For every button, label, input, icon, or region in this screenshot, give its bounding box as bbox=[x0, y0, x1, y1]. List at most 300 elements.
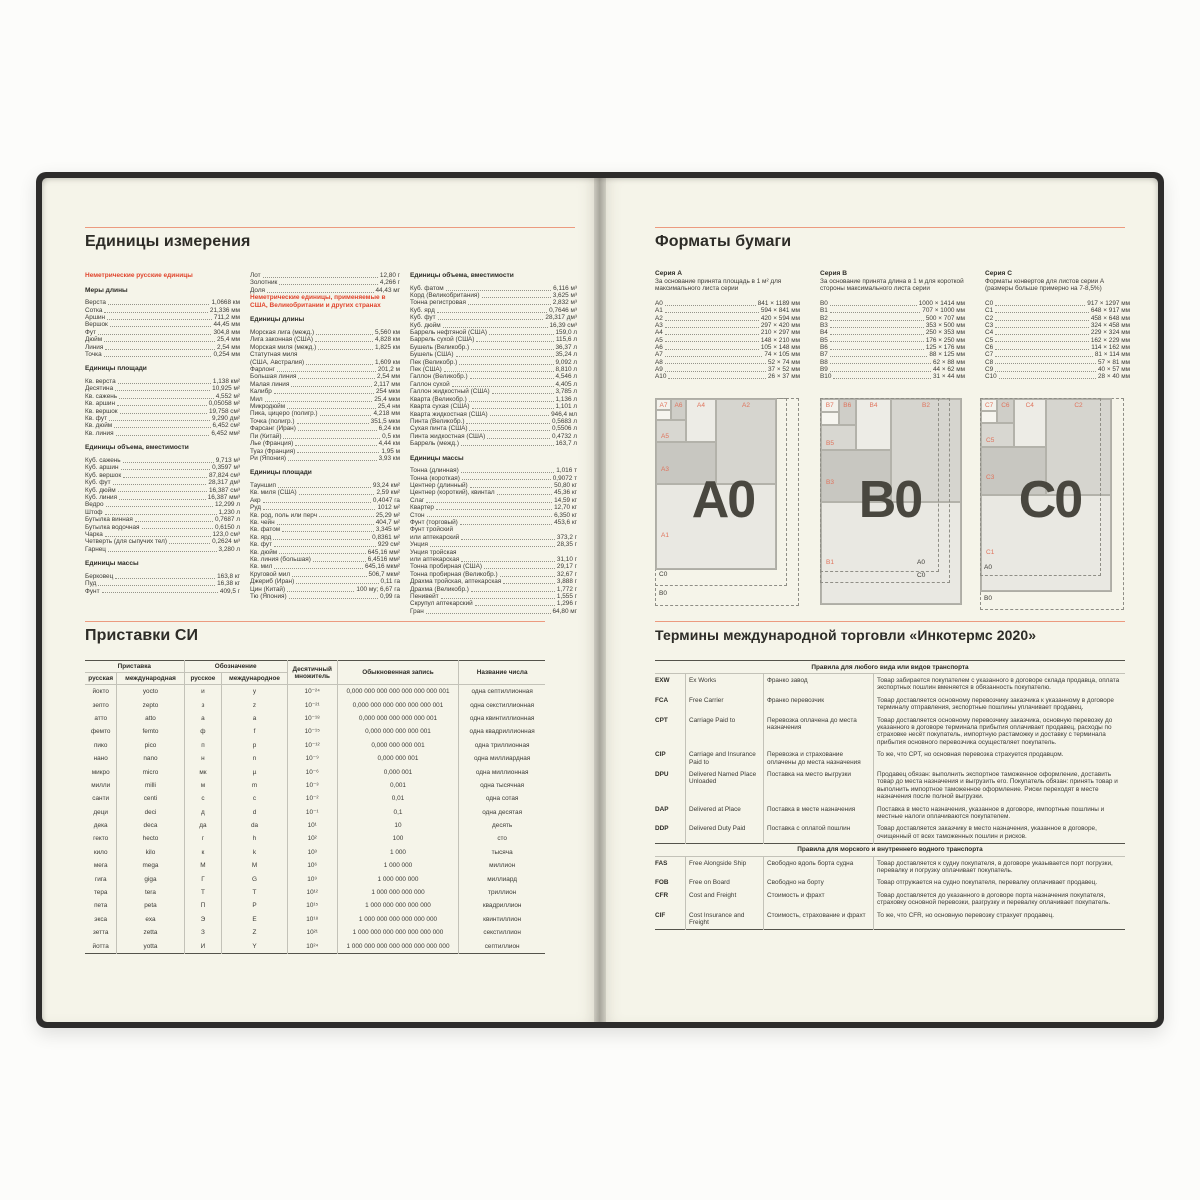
unit-value: 6,4516 мм² bbox=[367, 555, 400, 563]
unit-item bbox=[410, 512, 577, 519]
si-row bbox=[85, 725, 545, 738]
incoterms-row bbox=[655, 857, 1125, 877]
unit-item bbox=[410, 388, 577, 395]
dotted-leader bbox=[459, 364, 553, 365]
dotted-leader bbox=[830, 341, 924, 342]
dotted-leader bbox=[115, 390, 210, 391]
si-cell: milli bbox=[117, 779, 184, 792]
unit-name: Пи (Китай) bbox=[250, 432, 282, 440]
unit-value: 32,67 г bbox=[556, 570, 577, 578]
unit-name: Куб. аршин bbox=[85, 464, 119, 472]
dotted-leader bbox=[282, 531, 374, 532]
unit-item bbox=[410, 497, 577, 504]
unit-item bbox=[85, 422, 240, 429]
unit-name: Кв. верста bbox=[85, 378, 116, 386]
paper-size-code: A4 bbox=[655, 329, 663, 337]
unit-value: 453,6 кг bbox=[554, 518, 577, 526]
unit-item bbox=[410, 351, 577, 358]
unit-value: 409,5 г bbox=[219, 587, 240, 595]
unit-value: 16,387 см³ bbox=[208, 486, 240, 494]
unit-item bbox=[85, 321, 240, 328]
si-cell: 10⁻¹⁵ bbox=[287, 725, 337, 738]
paper-size-item bbox=[820, 337, 965, 344]
unit-value: 6,116 м³ bbox=[553, 284, 577, 292]
dotted-leader bbox=[995, 349, 1089, 350]
units-group-heading: Меры длины bbox=[85, 286, 128, 294]
unit-item: Фунт тройский bbox=[410, 526, 454, 534]
unit-item bbox=[250, 336, 400, 343]
unit-value: 0,254 мм bbox=[213, 351, 240, 359]
incoterm-code: DAP bbox=[655, 805, 669, 813]
unit-item bbox=[85, 351, 240, 358]
paper-size-item bbox=[985, 315, 1130, 322]
dotted-leader bbox=[995, 363, 1096, 364]
si-subcol-rus_s: русское bbox=[184, 673, 222, 685]
dotted-leader bbox=[267, 292, 373, 293]
unit-name: Фарлонг bbox=[250, 366, 275, 374]
unit-name: или аптекарская bbox=[410, 556, 460, 563]
incoterm-code: CIP bbox=[655, 751, 666, 759]
dotted-leader bbox=[169, 543, 210, 544]
subdivision-cell bbox=[656, 410, 671, 421]
unit-name: Фунт (торговый) bbox=[410, 518, 458, 526]
paper-size-value: 74 × 105 мм bbox=[764, 351, 800, 359]
unit-value: 0,4047 га bbox=[372, 496, 400, 504]
unit-value: 1,230 л bbox=[218, 508, 240, 516]
incoterm-name-ru: Свободно вдоль борта судна bbox=[764, 857, 874, 877]
unit-value: 2,117 мм bbox=[373, 380, 400, 388]
unit-name: Унция bbox=[410, 541, 428, 549]
unit-value: 4,44 км bbox=[378, 440, 400, 448]
paper-size-item bbox=[655, 351, 800, 358]
units-group-heading: Единицы площади bbox=[85, 365, 147, 373]
si-cell: 1 000 000 000 000 000 bbox=[337, 899, 459, 912]
unit-name: Кв. линия (большая) bbox=[250, 555, 311, 563]
dotted-leader bbox=[274, 546, 376, 547]
si-cell: кило bbox=[93, 848, 108, 856]
dotted-leader bbox=[490, 415, 549, 416]
unit-value: 4,546 л bbox=[555, 373, 577, 381]
unit-item bbox=[250, 578, 400, 585]
paper-size-value: 114 × 162 мм bbox=[1091, 343, 1130, 351]
si-cell: 10⁹ bbox=[287, 872, 337, 885]
si-cell: П bbox=[184, 899, 222, 912]
si-cell: микро bbox=[91, 768, 110, 776]
dotted-leader bbox=[287, 591, 354, 592]
dotted-leader bbox=[318, 349, 373, 350]
dotted-leader bbox=[108, 304, 210, 305]
si-cell: одна триллионная bbox=[459, 739, 545, 752]
si-cell: c bbox=[222, 792, 287, 805]
dotted-leader bbox=[298, 430, 377, 431]
unit-item bbox=[250, 381, 400, 388]
unit-name: Кв. дюйм bbox=[85, 422, 113, 430]
unit-value: 25,4 нм bbox=[377, 403, 400, 411]
unit-item bbox=[85, 588, 240, 595]
paper-size-item bbox=[820, 366, 965, 373]
incoterm-description: Товар доставляется заказчику в место назначения, указанное в договоре, очищенный от всех таможенных пошлин и рисков. bbox=[874, 823, 1126, 843]
paper-size-value: 250 × 353 мм bbox=[925, 329, 965, 337]
unit-name: Фунт bbox=[85, 587, 100, 595]
unit-item bbox=[250, 287, 400, 294]
paper-size-value: 57 × 81 мм bbox=[1097, 358, 1130, 366]
incoterms-body bbox=[655, 661, 1125, 930]
incoterm-code: FCA bbox=[655, 696, 669, 704]
unit-name: Малая линия bbox=[250, 380, 290, 388]
si-header-row bbox=[85, 661, 545, 673]
paper-size-value: 297 × 420 мм bbox=[760, 322, 800, 330]
unit-item bbox=[250, 396, 400, 403]
units-group-heading: Единицы длины bbox=[250, 316, 305, 324]
unit-name: Кв. мил bbox=[250, 563, 273, 571]
paper-size-value: 162 × 229 мм bbox=[1090, 336, 1130, 344]
unit-value: 373,2 г bbox=[556, 533, 577, 541]
unit-item bbox=[250, 482, 400, 489]
si-subcol-intl: международная bbox=[117, 673, 184, 685]
si-cell: 1 000 000 000 000 000 000 000 bbox=[337, 926, 459, 939]
unit-name: Морская лига (межд.) bbox=[250, 329, 315, 336]
incoterm-name-ru: Поставка с оплатой пошлин bbox=[764, 823, 874, 843]
unit-value: 2,832 м³ bbox=[552, 299, 577, 307]
paper-size-code: A3 bbox=[655, 322, 663, 330]
dotted-leader bbox=[461, 472, 555, 473]
paper-size-value: 81 × 114 мм bbox=[1094, 351, 1130, 359]
si-cell: 1 000 bbox=[337, 846, 459, 859]
paper-size-item bbox=[655, 329, 800, 336]
paper-size-item bbox=[985, 373, 1130, 380]
incoterm-description: То же, что CFR, но основную перевозку страхует продавец. bbox=[874, 909, 1126, 929]
si-row bbox=[85, 846, 545, 859]
si-cell: деци bbox=[93, 808, 108, 816]
dotted-leader bbox=[468, 304, 551, 305]
dotted-leader bbox=[995, 320, 1089, 321]
unit-name: Пек (США) bbox=[410, 366, 442, 374]
incoterm-name-en: Delivered Duty Paid bbox=[686, 823, 764, 843]
unit-name: Пек (Великобр.) bbox=[410, 358, 458, 366]
si-cell: k bbox=[222, 846, 287, 859]
unit-name: Верста bbox=[85, 299, 106, 307]
si-cell: Т bbox=[184, 886, 222, 899]
dotted-leader bbox=[319, 516, 374, 517]
incoterms-row bbox=[655, 803, 1125, 823]
dotted-leader bbox=[484, 568, 555, 569]
unit-value: 2,59 км² bbox=[376, 489, 400, 497]
dotted-leader bbox=[104, 341, 215, 342]
unit-name: Баррель (межд.) bbox=[410, 440, 459, 448]
si-cell: пико bbox=[93, 741, 108, 749]
unit-name: Бушель (США) bbox=[410, 351, 454, 359]
accent-rule bbox=[85, 621, 545, 622]
format-label: B4 bbox=[869, 402, 878, 409]
unit-name: Линия bbox=[85, 343, 104, 351]
unit-item bbox=[410, 563, 577, 570]
section-title-units: Единицы измерения bbox=[85, 233, 251, 250]
dotted-leader bbox=[471, 349, 553, 350]
incoterm-description: Поставка в место назначения, указанное в договоре, импортные пошлины и местные налоги оплачиваются покупателем. bbox=[874, 803, 1126, 823]
si-row bbox=[85, 752, 545, 765]
si-cell: ф bbox=[184, 725, 222, 738]
paper-size-value: 37 × 52 мм bbox=[767, 365, 800, 373]
unit-value: 44,45 мм bbox=[213, 321, 240, 329]
unit-value: 254 мкм bbox=[375, 388, 400, 396]
dotted-leader bbox=[830, 320, 924, 321]
si-cell: h bbox=[222, 832, 287, 845]
si-cell: одна тысячная bbox=[459, 779, 545, 792]
unit-item bbox=[250, 373, 400, 380]
unit-name: Четверть (для сыпучих тел) bbox=[85, 538, 168, 546]
si-cell: 0,01 bbox=[337, 792, 459, 805]
unit-item bbox=[250, 418, 400, 425]
si-cell: nano bbox=[117, 752, 184, 765]
format-label: A6 bbox=[674, 402, 683, 409]
dotted-leader bbox=[263, 277, 378, 278]
unit-value: 8,810 л bbox=[555, 366, 577, 374]
si-cell: 10¹² bbox=[287, 886, 337, 899]
si-cell: micro bbox=[117, 765, 184, 778]
format-label: C7 bbox=[984, 402, 994, 409]
unit-name: Бутылка водочная bbox=[85, 523, 140, 531]
paper-size-code: A10 bbox=[655, 373, 667, 381]
dotted-leader bbox=[299, 494, 375, 495]
format-label: B3 bbox=[826, 479, 834, 487]
unit-item bbox=[250, 279, 400, 286]
paper-size-item bbox=[820, 300, 965, 307]
dotted-leader bbox=[830, 363, 931, 364]
unit-name: Баррель нефтяной (США) bbox=[410, 329, 488, 337]
dotted-leader bbox=[668, 378, 766, 379]
unit-name: Цин (Китай) bbox=[250, 585, 286, 593]
si-col-oboznachenie: Обозначение bbox=[184, 661, 287, 673]
si-cell: одна квадриллионная bbox=[459, 725, 545, 738]
unit-name: Сотка bbox=[85, 306, 103, 314]
unit-item bbox=[250, 563, 400, 570]
si-cell: секстиллион bbox=[459, 926, 545, 939]
unit-item bbox=[410, 373, 577, 380]
unit-item bbox=[410, 467, 577, 474]
unit-value: 115,6 л bbox=[555, 336, 577, 344]
unit-value: 201,2 м bbox=[377, 366, 400, 374]
unit-value: 1,0668 км bbox=[211, 299, 240, 307]
si-cell: гекто bbox=[93, 835, 109, 843]
unit-value: 28,35 г bbox=[556, 541, 577, 549]
si-cell: 0,000 000 000 000 000 001 bbox=[337, 712, 459, 725]
unit-item bbox=[85, 329, 240, 336]
unit-item bbox=[85, 472, 240, 479]
unit-name: Фарсанг (Иран) bbox=[250, 425, 296, 433]
unit-value: 1,016 т bbox=[556, 467, 577, 475]
unit-name: Гарнец bbox=[85, 545, 106, 553]
unit-item bbox=[250, 512, 400, 519]
incoterm-code: DDP bbox=[655, 825, 669, 833]
paper-size-code: B6 bbox=[820, 343, 828, 351]
dotted-leader bbox=[456, 356, 554, 357]
si-cell: exa bbox=[117, 913, 184, 926]
unit-name: Тонна (короткая) bbox=[410, 474, 460, 482]
si-cell: 0,000 000 001 bbox=[337, 752, 459, 765]
dotted-leader bbox=[830, 349, 924, 350]
unit-item bbox=[85, 531, 240, 538]
dotted-leader bbox=[469, 430, 549, 431]
incoterm-code: CPT bbox=[655, 716, 668, 724]
si-cell: одна десятая bbox=[459, 806, 545, 819]
incoterms-row bbox=[655, 889, 1125, 909]
paper-size-code: C6 bbox=[985, 343, 994, 351]
format-label: C5 bbox=[986, 437, 995, 445]
si-cell: hecto bbox=[117, 832, 184, 845]
si-cell: дека bbox=[93, 822, 108, 830]
unit-name: Пика, цицеро (полигр.) bbox=[250, 410, 318, 418]
dotted-leader bbox=[830, 334, 924, 335]
paper-size-value: 44 × 62 мм bbox=[932, 365, 965, 373]
unit-name: Тонна пробирная (США) bbox=[410, 563, 483, 571]
unit-value: 1012 м² bbox=[377, 504, 400, 512]
dotted-leader bbox=[123, 477, 207, 478]
paper-size-value: 40 × 57 мм bbox=[1097, 365, 1130, 373]
si-cell: 10¹ bbox=[287, 819, 337, 832]
si-cell: y bbox=[222, 685, 287, 699]
dotted-leader bbox=[288, 460, 377, 461]
unit-item bbox=[85, 344, 240, 351]
unit-value: 4,218 мм bbox=[373, 410, 400, 418]
unit-name: Круговой мил bbox=[250, 570, 291, 578]
unit-value: 31,10 г bbox=[556, 556, 577, 563]
dotted-leader bbox=[466, 423, 549, 424]
paper-series-column bbox=[655, 270, 800, 380]
unit-item bbox=[250, 593, 400, 600]
dotted-leader bbox=[995, 334, 1089, 335]
incoterm-code: CIF bbox=[655, 911, 666, 919]
si-cell: н bbox=[184, 752, 222, 765]
paper-size-value: 648 × 917 мм bbox=[1090, 307, 1130, 315]
paper-size-code: B9 bbox=[820, 365, 828, 373]
unit-item bbox=[250, 549, 400, 556]
dotted-leader bbox=[113, 484, 207, 485]
incoterms-group-header-row bbox=[655, 843, 1125, 856]
unit-name: Акр bbox=[250, 496, 261, 504]
unit-value: 25,29 м² bbox=[375, 511, 400, 519]
unit-name: Тонна (длинная) bbox=[410, 467, 459, 475]
unit-value: 1,138 км² bbox=[212, 378, 240, 386]
incoterms-group-header-row bbox=[655, 661, 1125, 674]
dotted-leader bbox=[441, 598, 555, 599]
format-label: C1 bbox=[986, 548, 995, 556]
unit-name: Галлон сухой bbox=[410, 380, 450, 388]
unit-value: 50,80 кг bbox=[554, 481, 577, 489]
subdivision-cell bbox=[671, 399, 686, 420]
si-cell: десять bbox=[459, 819, 545, 832]
dotted-leader bbox=[119, 398, 214, 399]
unit-item bbox=[410, 534, 577, 541]
unit-item bbox=[250, 497, 400, 504]
unit-name: Кв. линия bbox=[85, 429, 114, 437]
paper-size-code: A9 bbox=[655, 365, 663, 373]
dotted-leader bbox=[121, 469, 211, 470]
si-row bbox=[85, 819, 545, 832]
si-cell: 100 bbox=[337, 832, 459, 845]
format-label: B6 bbox=[843, 402, 852, 409]
accent-rule bbox=[655, 227, 1125, 228]
dotted-leader bbox=[830, 327, 924, 328]
paper-size-code: B1 bbox=[820, 307, 828, 315]
si-cell: З bbox=[184, 926, 222, 939]
dotted-leader bbox=[833, 378, 931, 379]
dotted-leader bbox=[665, 363, 766, 364]
unit-value: 929 см² bbox=[377, 541, 400, 549]
paper-series-name: Серия А bbox=[655, 270, 682, 277]
units-column-imperial-1 bbox=[250, 272, 400, 615]
unit-name: Бушель (Великобр.) bbox=[410, 343, 470, 351]
incoterm-name-ru: Стоимость и фрахт bbox=[764, 889, 874, 909]
unit-value: 9,290 дм² bbox=[211, 415, 240, 423]
unit-item bbox=[85, 378, 240, 385]
incoterm-code: FOB bbox=[655, 879, 669, 887]
paper-size-value: 707 × 1000 мм bbox=[922, 307, 965, 315]
unit-item bbox=[85, 487, 240, 494]
unit-value: 4,266 г bbox=[379, 279, 400, 287]
unit-name: Кв. аршин bbox=[85, 400, 116, 408]
dotted-leader bbox=[470, 378, 554, 379]
si-cell: тера bbox=[93, 889, 108, 897]
unit-value: 6,452 см² bbox=[212, 422, 240, 430]
unit-value: 21,336 мм bbox=[209, 306, 240, 314]
unit-name: (США, Австралия) bbox=[250, 358, 305, 366]
si-cell: тысяча bbox=[459, 846, 545, 859]
dotted-leader bbox=[306, 364, 373, 365]
unit-name: Пуд bbox=[85, 580, 97, 588]
incoterms-row bbox=[655, 823, 1125, 843]
unit-name: Куб. фатом bbox=[410, 284, 444, 292]
si-cell: Y bbox=[222, 939, 287, 953]
unit-item bbox=[410, 336, 577, 343]
units-columns bbox=[85, 272, 577, 615]
unit-item bbox=[410, 489, 577, 496]
format-label: C4 bbox=[1025, 402, 1034, 409]
paper-size-item bbox=[985, 322, 1130, 329]
si-cell: 10³ bbox=[287, 846, 337, 859]
si-cell: милли bbox=[91, 781, 111, 789]
paper-size-item bbox=[985, 351, 1130, 358]
unit-value: 4,828 км bbox=[375, 336, 400, 344]
unit-name: Джериб (Иран) bbox=[250, 578, 295, 586]
paper-size-value: 31 × 44 мм bbox=[932, 373, 965, 381]
unit-item bbox=[85, 501, 240, 508]
unit-item bbox=[410, 440, 577, 447]
incoterm-description: Товар доставляется к судну покупателя, в договоре указывается порт погрузки, перевалку и погрузку оплачивает покупатель. bbox=[874, 857, 1126, 877]
dotted-leader bbox=[461, 539, 555, 540]
paper-size-code: B10 bbox=[820, 373, 832, 381]
incoterm-name-en: Ex Works bbox=[686, 674, 764, 694]
si-cell: deca bbox=[117, 819, 184, 832]
unit-item bbox=[410, 600, 577, 607]
si-row bbox=[85, 779, 545, 792]
si-cell: 10⁻²⁴ bbox=[287, 685, 337, 699]
unit-name: Корд (Великобритания) bbox=[410, 292, 480, 299]
dotted-leader bbox=[279, 553, 366, 554]
dotted-leader bbox=[460, 524, 552, 525]
dotted-leader bbox=[443, 327, 548, 328]
unit-name: Куб. сажень bbox=[85, 456, 121, 464]
unit-name: Лига законная (США) bbox=[250, 336, 314, 344]
unit-name: Вершок bbox=[85, 321, 108, 329]
paper-size-item bbox=[985, 337, 1130, 344]
incoterm-code: CFR bbox=[655, 891, 669, 899]
paper-size-item bbox=[985, 307, 1130, 314]
si-cell: гига bbox=[94, 875, 107, 883]
unit-value: 100 му; 6,67 га bbox=[356, 585, 400, 593]
unit-value: 3,625 м³ bbox=[552, 292, 577, 299]
paper-size-item bbox=[655, 337, 800, 344]
diagram-big-label: C0 bbox=[1018, 471, 1082, 529]
